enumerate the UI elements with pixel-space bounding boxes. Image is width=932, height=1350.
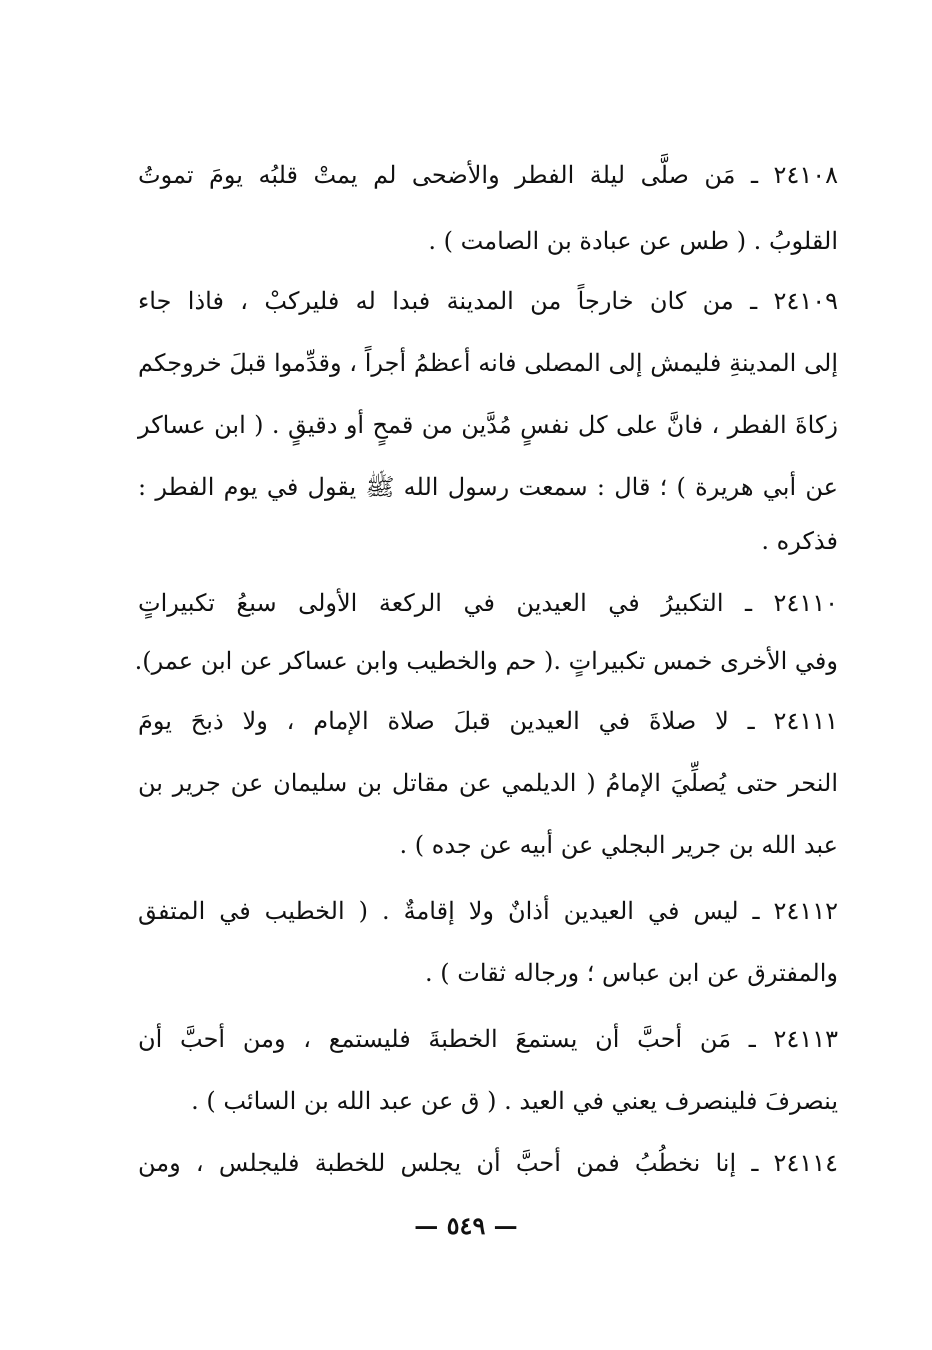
- hadith-line: القلوبُ . ( طس عن عبادة بن الصامت ) .: [428, 227, 838, 255]
- hadith-line: النحر حتى يُصلِّيَ الإمامُ ( الديلمي عن مقاتل بن سليمان عن جرير بن: [138, 769, 838, 797]
- hadith-line: ٢٤١٠٨ ـ مَن صلَّى ليلة الفطر والأضحى لم يمتْ قلبُه يومَ تموتُ: [138, 161, 838, 189]
- hadith-line: وفي الأخرى خمس تكبيراتٍ .( حم والخطيب وابن عساكر عن ابن عمر).: [134, 647, 838, 675]
- hadith-line: زكاةَ الفطر ، فانَّ على كل نفسٍ مُدَّين من قمحٍ أو دقيقٍ . ( ابن عساكر: [138, 411, 838, 439]
- hadith-line: ٢٤١١١ ـ لا صلاةَ في العيدين قبلَ صلاة الإمام ، ولا ذبحَ يومَ: [138, 707, 838, 735]
- hadith-line: ينصرفَ فلينصرف يعني في العيد . ( ق عن عبد الله بن السائب ) .: [191, 1087, 838, 1115]
- hadith-line: فذكره .: [761, 527, 838, 555]
- hadith-line: والمفترق عن ابن عباس ؛ ورجاله ثقات ) .: [425, 959, 838, 987]
- hadith-line: ٢٤١١٣ ـ مَن أحبَّ أن يستمعَ الخطبةَ فليستمع ، ومن أحبَّ أن: [138, 1025, 838, 1053]
- page-number: — ٥٤٩ —: [414, 1211, 518, 1240]
- hadith-line: إلى المدينةِ فليمش إلى المصلى فانه أعظمُ أجراً ، وقدِّموا قبلَ خروجكم: [138, 349, 838, 377]
- hadith-line: عن أبي هريرة ) ؛ قال : سمعت رسول الله ﷺ يقول في يوم الفطر :: [138, 473, 838, 501]
- hadith-line: ٢٤١٠٩ ـ من كان خارجاً من المدينة فبدا له فليركبْ ، فاذا جاء: [138, 287, 838, 315]
- hadith-line: ٢٤١١٢ ـ ليس في العيدين أذانٌ ولا إقامةٌ . ( الخطيب في المتفق: [138, 897, 838, 925]
- hadith-line: عبد الله بن جرير البجلي عن أبيه عن جده ) .: [399, 831, 838, 859]
- hadith-line: ٢٤١١٠ ـ التكبيرُ في العيدين في الركعة الأولى سبعُ تكبيراتٍ: [138, 589, 838, 617]
- hadith-line: ٢٤١١٤ ـ إنا نخطُبُ فمن أحبَّ أن يجلس للخطبة فليجلس ، ومن: [138, 1149, 838, 1177]
